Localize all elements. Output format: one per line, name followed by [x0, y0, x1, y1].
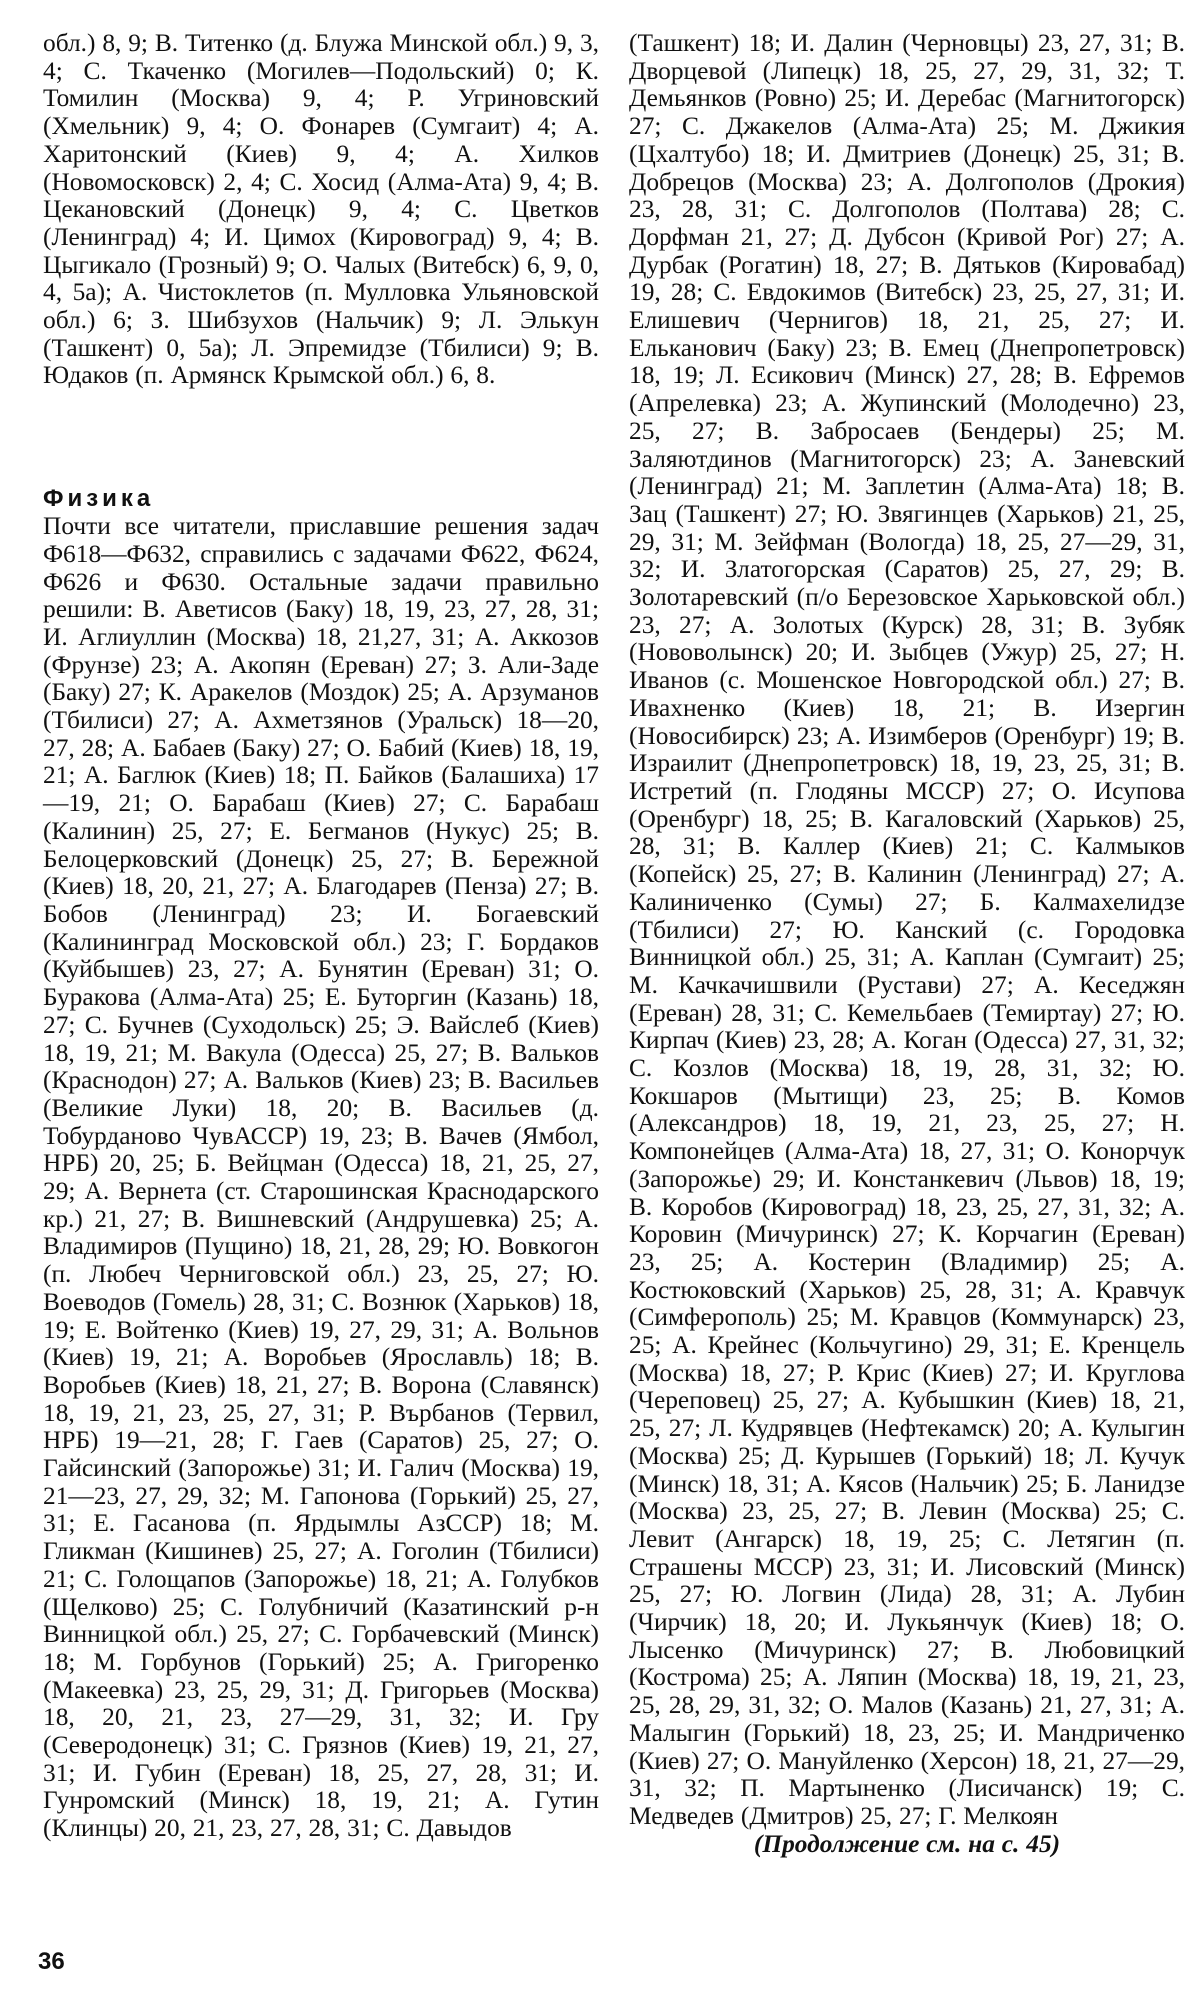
left-column: [43, 30, 599, 1843]
page-number: 36: [38, 1948, 65, 1975]
physics-solvers-list: Почти все читатели, приславшие решения задач Ф618—Ф632, справились с задачами Ф622, Ф624, Ф626 и Ф630. Остальные задачи правильно решили: В. Аветисов (Баку) 18, 19, 23, 27, 28, 31; И. Аглиуллин (Москва) 18, 21,27, 31; А. Аккозов (Фрунзе) 23; А. Акопян (Ереван) 27; З. Али-Заде (Баку) 27; К. Аракелов (Моздок) 25; А. Арзуманов (Тбилиси) 27; А. Ахметзянов (Уральск) 18—20, 27, 28; А. Бабаев (Баку) 27; О. Бабий (Киев) 18, 19, 21; А. Баглюк (Киев) 18; П. Байков (Балашиха) 17—19, 21; О. Барабаш (Киев) 27; С. Барабаш (Калинин) 25, 27; Е. Бегманов (Нукус) 25; В. Белоцерковский (Донецк) 25, 27; В. Бережной (Киев) 18, 20, 21, 27; А. Благодарев (Пенза) 27; В. Бобов (Ленинград) 23; И. Богаевский (Калининград Московской обл.) 23; Г. Бордаков (Куйбышев) 23, 27; А. Бунятин (Ереван) 31; О. Буракова (Алма-Ата) 25; Е. Буторгин (Казань) 18, 27; С. Бучнев (Суходольск) 25; Э. Вайслеб (Киев) 18, 19, 21; М. Вакула (Одесса) 25, 27; В. Вальков (Краснодон) 27; А. Вальков (Киев) 23; В. Васильев (Великие Луки) 18, 20; В. Васильев (д. Тобурданово ЧувАССР) 19, 23; В. Вачев (Ямбол, НРБ) 20, 25; Б. Вейцман (Одесса) 18, 21, 25, 27, 29; А. Вернета (ст. Старошинская Краснодарского кр.) 21, 27; В. Вишневский (Андрушевка) 25; А. Владимиров (Пущино) 18, 21, 28, 29; Ю. Вовкогон (п. Любеч Черниговской обл.) 23, 25, 27; Ю. Воеводов (Гомель) 28, 31; С. Вознюк (Харьков) 18, 19; Е. Войтенко (Киев) 19, 27, 29, 31; А. Вольнов (Киев) 19, 21; А. Воробьев (Ярославль) 18; В. Воробьев (Киев) 18, 21, 27; В. Ворона (Славянск) 18, 19, 21, 23, 25, 27, 31; Р. Върбанов (Тервил, НРБ) 19—21, 28; Г. Гаев (Саратов) 25, 27; О. Гайсинский (Запорожье) 31; И. Галич (Москва) 19, 21—23, 27, 29, 32; М. Гапонова (Горький) 25, 27, 31; Е. Гасанова (п. Ярдымлы АзССР) 18; М. Гликман (Кишинев) 25, 27; А. Гоголин (Тбилиси) 21; С. Голощапов (Запорожье) 18, 21; А. Голубков (Щелково) 25; С. Голубничий (Казатинский р-н Винницкой обл.) 25, 27; С. Горбачевский (Минск) 18; М. Горбунов (Горький) 25; А. Григоренко (Макеевка) 23, 25, 29, 31; Д. Григорьев (Москва) 18, 20, 21, 23, 27—29, 31, 32; И. Гру (Северодонецк) 31; С. Грязнов (Киев) 19, 21, 27, 31; И. Губин (Ереван) 18, 25, 27, 28, 31; И. Гунромский (Минск) 18, 19, 21; А. Гутин (Клинцы) 20, 21, 23, 27, 28, 31; С. Давыдов: [43, 512, 599, 1843]
right-column: [629, 30, 1185, 1858]
physics-solvers-list-continued: (Ташкент) 18; И. Далин (Черновцы) 23, 27, 31; В. Дворцевой (Липецк) 18, 25, 27, 29, 31, 32; Т. Демьянков (Ровно) 25; И. Деребас (Магнитогорск) 27; С. Джакелов (Алма-Ата) 25; М. Джикия (Цхалтубо) 18; И. Дмитриев (Донецк) 25, 31; В. Добрецов (Москва) 23; А. Долгополов (Дрокия) 23, 28, 31; С. Долгополов (Полтава) 28; С. Дорфман 21, 27; Д. Дубсон (Кривой Рог) 27; А. Дурбак (Рогатин) 18, 27; В. Дятьков (Кировабад) 19, 28; С. Евдокимов (Витебск) 23, 25, 27, 31; И. Елишевич (Чернигов) 18, 21, 25, 27; И. Ельканович (Баку) 23; В. Емец (Днепропетровск) 18, 19; Л. Есикович (Минск) 27, 28; В. Ефремов (Апрелевка) 23; А. Жупинский (Молодечно) 23, 25, 27; В. Забросаев (Бендеры) 25; М. Заляютдинов (Магнитогорск) 23; А. Заневский (Ленинград) 21; М. Заплетин (Алма-Ата) 18; В. Зац (Ташкент) 27; Ю. Звягинцев (Харьков) 21, 25, 29, 31; М. Зейфман (Вологда) 18, 25, 27—29, 31, 32; И. Златогорская (Саратов) 25, 27, 29; В. Золотаревский (п/о Березовское Харьковской обл.) 23, 27; А. Золотых (Курск) 28, 31; В. Зубяк (Нововолынск) 20; И. Зыбцев (Ужур) 25, 27; Н. Иванов (с. Мошенское Новгородской обл.) 27; В. Ивахненко (Киев) 18, 21; В. Изергин (Новосибирск) 23; А. Изимберов (Оренбург) 19; В. Израилит (Днепропетровск) 18, 19, 23, 25, 31; В. Истретий (п. Глодяны МССР) 27; О. Исупова (Оренбург) 18, 25; В. Кагаловский (Харьков) 25, 28, 31; В. Каллер (Киев) 21; С. Калмыков (Копейск) 25, 27; В. Калинин (Ленинград) 27; А. Калиниченко (Сумы) 27; Б. Калмахелидзе (Тбилиси) 27; Ю. Канский (с. Городовка Винницкой обл.) 25, 31; А. Каплан (Сумгаит) 25; М. Качкачишвили (Рустави) 27; А. Кеседжян (Ереван) 28, 31; С. Кемельбаев (Темиртау) 27; Ю. Кирпач (Киев) 23, 28; А. Коган (Одесса) 27, 31, 32; С. Козлов (Москва) 18, 19, 28, 31, 32; Ю. Кокшаров (Мытищи) 23, 25; В. Комов (Александров) 18, 19, 21, 23, 25, 27; Н. Компонейцев (Алма-Ата) 18, 27, 31; О. Конорчук (Запорожье) 29; И. Констанкевич (Львов) 18, 19; В. Коробов (Кировоград) 18, 23, 25, 27, 31, 32; А. Коровин (Мичуринск) 27; К. Корчагин (Ереван) 23, 25; А. Костерин (Владимир) 25; А. Костюковский (Харьков) 25, 28, 31; А. Кравчук (Симферополь) 25; М. Кравцов (Коммунарск) 23, 25; А. Крейнес (Кольчугино) 29, 31; Е. Кренцель (Москва) 18, 27; Р. Крис (Киев) 27; И. Круглова (Череповец) 25, 27; А. Кубышкин (Киев) 18, 21, 25, 27; Л. Кудрявцев (Нефтекамск) 20; А. Кулыгин (Москва) 25; Д. Курышев (Горький) 18; Л. Кучук (Минск) 18, 31; А. Кясов (Нальчик) 25; Б. Ланидзе (Москва) 23, 25, 27; В. Левин (Москва) 25; С. Левит (Ангарск) 18, 19, 25; С. Летягин (п. Страшены МССР) 23, 31; И. Лисовский (Минск) 25, 27; Ю. Логвин (Лида) 28, 31; А. Лубин (Чирчик) 18, 20; И. Лукьянчук (Киев) 18; О. Лысенко (Мичуринск) 27; В. Любовицкий (Кострома) 25; А. Ляпин (Москва) 18, 19, 21, 23, 25, 28, 29, 31, 32; О. Малов (Казань) 21, 27, 31; А. Малыгин (Горький) 18, 23, 25; И. Мандриченко (Киев) 27; О. Мануйленко (Херсон) 18, 21, 27—29, 31, 32; П. Мартыненко (Лисичанск) 19; С. Медведев (Дмитров) 25, 27; Г. Мелкоян: [629, 29, 1185, 1830]
math-solvers-list-end: обл.) 8, 9; В. Титенко (д. Блужа Минской обл.) 9, 3, 4; С. Ткаченко (Могилев—Подольский) 0; К. Томилин (Москва) 9, 4; Р. Угриновский (Хмельник) 9, 4; О. Фонарев (Сумгаит) 4; А. Харитонский (Киев) 9, 4; А. Хилков (Новомосковск) 2, 4; С. Хосид (Алма-Ата) 9, 4; В. Цекановский (Донецк) 9, 4; С. Цветков (Ленинград) 4; И. Цимох (Кировоград) 9, 4; В. Цыгикало (Грозный) 9; О. Чалых (Витебск) 6, 9, 0, 4, 5а); А. Чистоклетов (п. Мулловка Ульяновской обл.) 6; З. Шибзухов (Нальчик) 9; Л. Элькун (Ташкент) 0, 5а); Л. Эпремидзе (Тбилиси) 9; В. Юдаков (п. Армянск Крымской обл.) 6, 8.: [43, 29, 599, 390]
physics-section-title: Физика: [43, 485, 155, 513]
section-gap: [43, 390, 599, 485]
continued-note: (Продолжение см. на с. 45): [753, 1829, 1061, 1858]
